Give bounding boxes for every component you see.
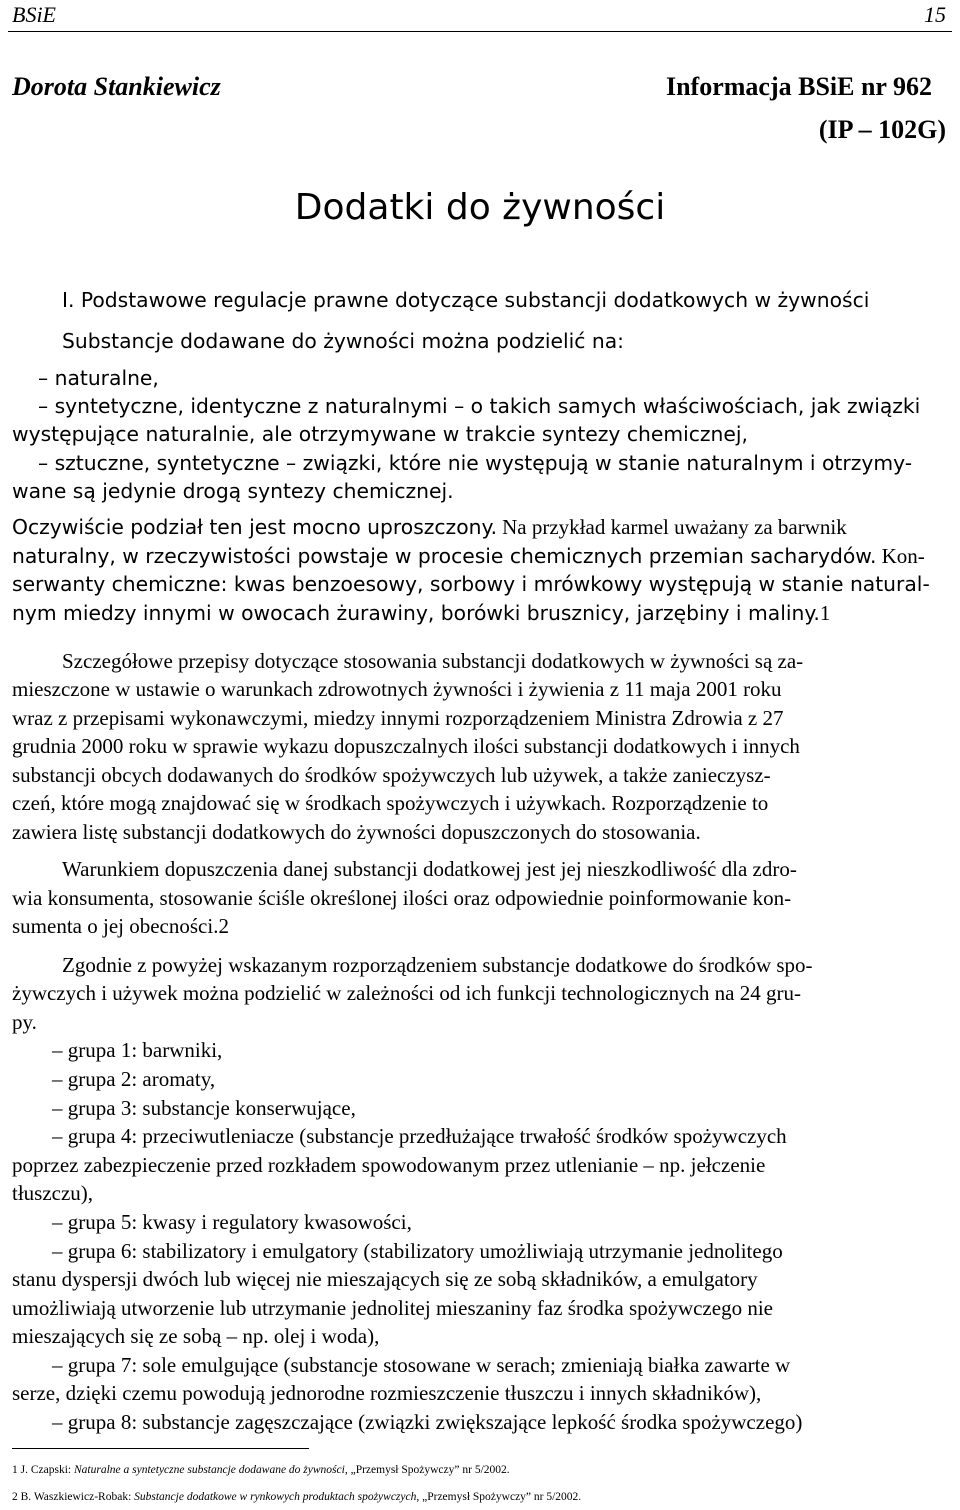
- paragraph-line: czeń, które mogą znajdować się w środkach spożywczych i używkach. Rozporządzenie to: [12, 791, 769, 815]
- paragraph-line: zawiera listę substancji dodatkowych do żywności dopuszczonych do stosowania.: [12, 820, 701, 844]
- paragraph-line: wraz z przepisami wykonawczymi, miedzy innymi rozporządzeniem Ministra Zdrowia z 27: [12, 706, 784, 730]
- text-span: naturalny, w rzeczywistości powstaje w procesie chemicznych przemian sacharydów.: [12, 544, 877, 568]
- text-span: Oczywiście podział ten jest mocno uproszczony.: [12, 515, 498, 539]
- page-number: 15: [924, 2, 946, 27]
- text-span: nym miedzy innymi w owocach żurawiny, borówki brusznicy, jarzębiny i maliny.: [12, 601, 820, 625]
- group-item-continuation: mieszających się ze sobą – np. olej i woda),: [12, 1324, 380, 1348]
- document-title: Dodatki do żywności: [294, 187, 666, 228]
- paragraph-line: Substancje dodawane do żywności można podzielić na:: [62, 329, 624, 353]
- paragraph-line: [12, 601, 830, 626]
- list-item: – naturalne,: [38, 366, 159, 390]
- footnote-text: , „Przemysł Spożywczy” nr 5/2002.: [416, 1491, 582, 1503]
- group-item: – grupa 7: sole emulgujące (substancje stosowane w serach; zmieniają białka zawarte w: [52, 1353, 791, 1377]
- author-name: Dorota Stankiewicz: [12, 72, 221, 101]
- section-heading: I. Podstawowe regulacje prawne dotyczące substancji dodatkowych w żywności: [62, 288, 870, 312]
- footnote-ref: 1: [819, 601, 831, 625]
- info-title: Informacja BSiE nr 962: [665, 72, 932, 101]
- paragraph-line: [12, 515, 847, 540]
- list-item: – sztuczne, syntetyczne – związki, które nie występują w stanie naturalnym i otrzymy-: [38, 451, 913, 475]
- paragraph-line: Zgodnie z powyżej wskazanym rozporządzeniem substancje dodatkowe do środków spo-: [62, 953, 813, 977]
- paragraph-line: mieszczone w ustawie o warunkach zdrowotnych żywności i żywienia z 11 maja 2001 roku: [12, 677, 782, 701]
- group-item-continuation: umożliwiają utworzenie lub utrzymanie jednolitej mieszaniny faz środka spożywczego nie: [12, 1296, 773, 1320]
- group-item: – grupa 3: substancje konserwujące,: [52, 1096, 356, 1120]
- paragraph-line: py.: [12, 1010, 37, 1034]
- paragraph-line: Szczegółowe przepisy dotyczące stosowania substancji dodatkowych w żywności są za-: [62, 649, 804, 673]
- paragraph-line: sumenta o jej obecności.2: [12, 914, 229, 938]
- footnote-1: [12, 1464, 510, 1476]
- paragraph-line: serwanty chemiczne: kwas benzoesowy, sorbowy i mrówkowy występują w stanie natural-: [12, 572, 930, 596]
- group-item-continuation: stanu dyspersji dwóch lub więcej nie mieszających się ze sobą składników, a emulgatory: [12, 1267, 758, 1291]
- footnote-text: 2 B. Waszkiewicz-Robak:: [12, 1491, 135, 1503]
- group-item: – grupa 2: aromaty,: [52, 1067, 216, 1091]
- text-span: Na przykład karmel uważany za barwnik: [502, 515, 847, 539]
- paragraph-line: żywczych i używek można podzielić w zależności od ich funkcji technologicznych na 24 gru-: [12, 981, 801, 1005]
- footnote-separator: [12, 1448, 309, 1449]
- group-item: – grupa 1: barwniki,: [52, 1038, 223, 1062]
- group-item: – grupa 6: stabilizatory i emulgatory (stabilizatory umożliwiają utrzymanie jednolitego: [52, 1239, 783, 1263]
- footnote-2: [12, 1491, 581, 1503]
- group-item-continuation: poprzez zabezpieczenie przed rozkładem spowodowanym przez utlenianie – np. jełczenie: [12, 1153, 766, 1177]
- group-item: – grupa 8: substancje zagęszczające (związki zwiększające lepkość środka spożywczego): [52, 1410, 803, 1434]
- list-item-continuation: wane są jedynie drogą syntezy chemicznej.: [12, 479, 454, 503]
- paragraph-line: [12, 544, 925, 569]
- footnote-text: 1 J. Czapski:: [12, 1464, 74, 1476]
- paragraph-line: wia konsumenta, stosowanie ściśle określonej ilości oraz odpowiednie poinformowanie kon-: [12, 886, 792, 910]
- paragraph-line: substancji obcych dodawanych do środków spożywczych lub używek, a także zanieczysz-: [12, 763, 771, 787]
- paragraph-line: Warunkiem dopuszczenia danej substancji dodatkowej jest jej nieszkodliwość dla zdro-: [62, 857, 797, 881]
- list-item-continuation: występujące naturalnie, ale otrzymywane w trakcie syntezy chemicznej,: [12, 422, 748, 446]
- info-code: (IP – 102G): [818, 115, 946, 144]
- footnote-text: , „Przemysł Spożywczy” nr 5/2002.: [344, 1464, 510, 1476]
- group-item: – grupa 4: przeciwutleniacze (substancje przedłużające trwałość środków spożywczych: [52, 1124, 787, 1148]
- group-item-continuation: tłuszczu),: [12, 1181, 94, 1205]
- paragraph-line: grudnia 2000 roku w sprawie wykazu dopuszczalnych ilości substancji dodatkowych i innych: [12, 734, 800, 758]
- footnote-title: Naturalne a syntetyczne substancje dodawane do żywności: [73, 1464, 345, 1476]
- footnote-title: Substancje dodatkowe w rynkowych produktach spożywczych: [134, 1491, 417, 1503]
- group-item: – grupa 5: kwasy i regulatory kwasowości,: [52, 1210, 412, 1234]
- list-item: – syntetyczne, identyczne z naturalnymi – o takich samych właściwościach, jak związki: [38, 394, 921, 418]
- text-span: Kon-: [881, 544, 925, 568]
- header-rule: [8, 31, 952, 32]
- group-item-continuation: serze, dzięki czemu powodują jednorodne rozmieszczenie tłuszczu i innych składników),: [12, 1381, 762, 1405]
- running-header-title: BSiE: [12, 2, 56, 27]
